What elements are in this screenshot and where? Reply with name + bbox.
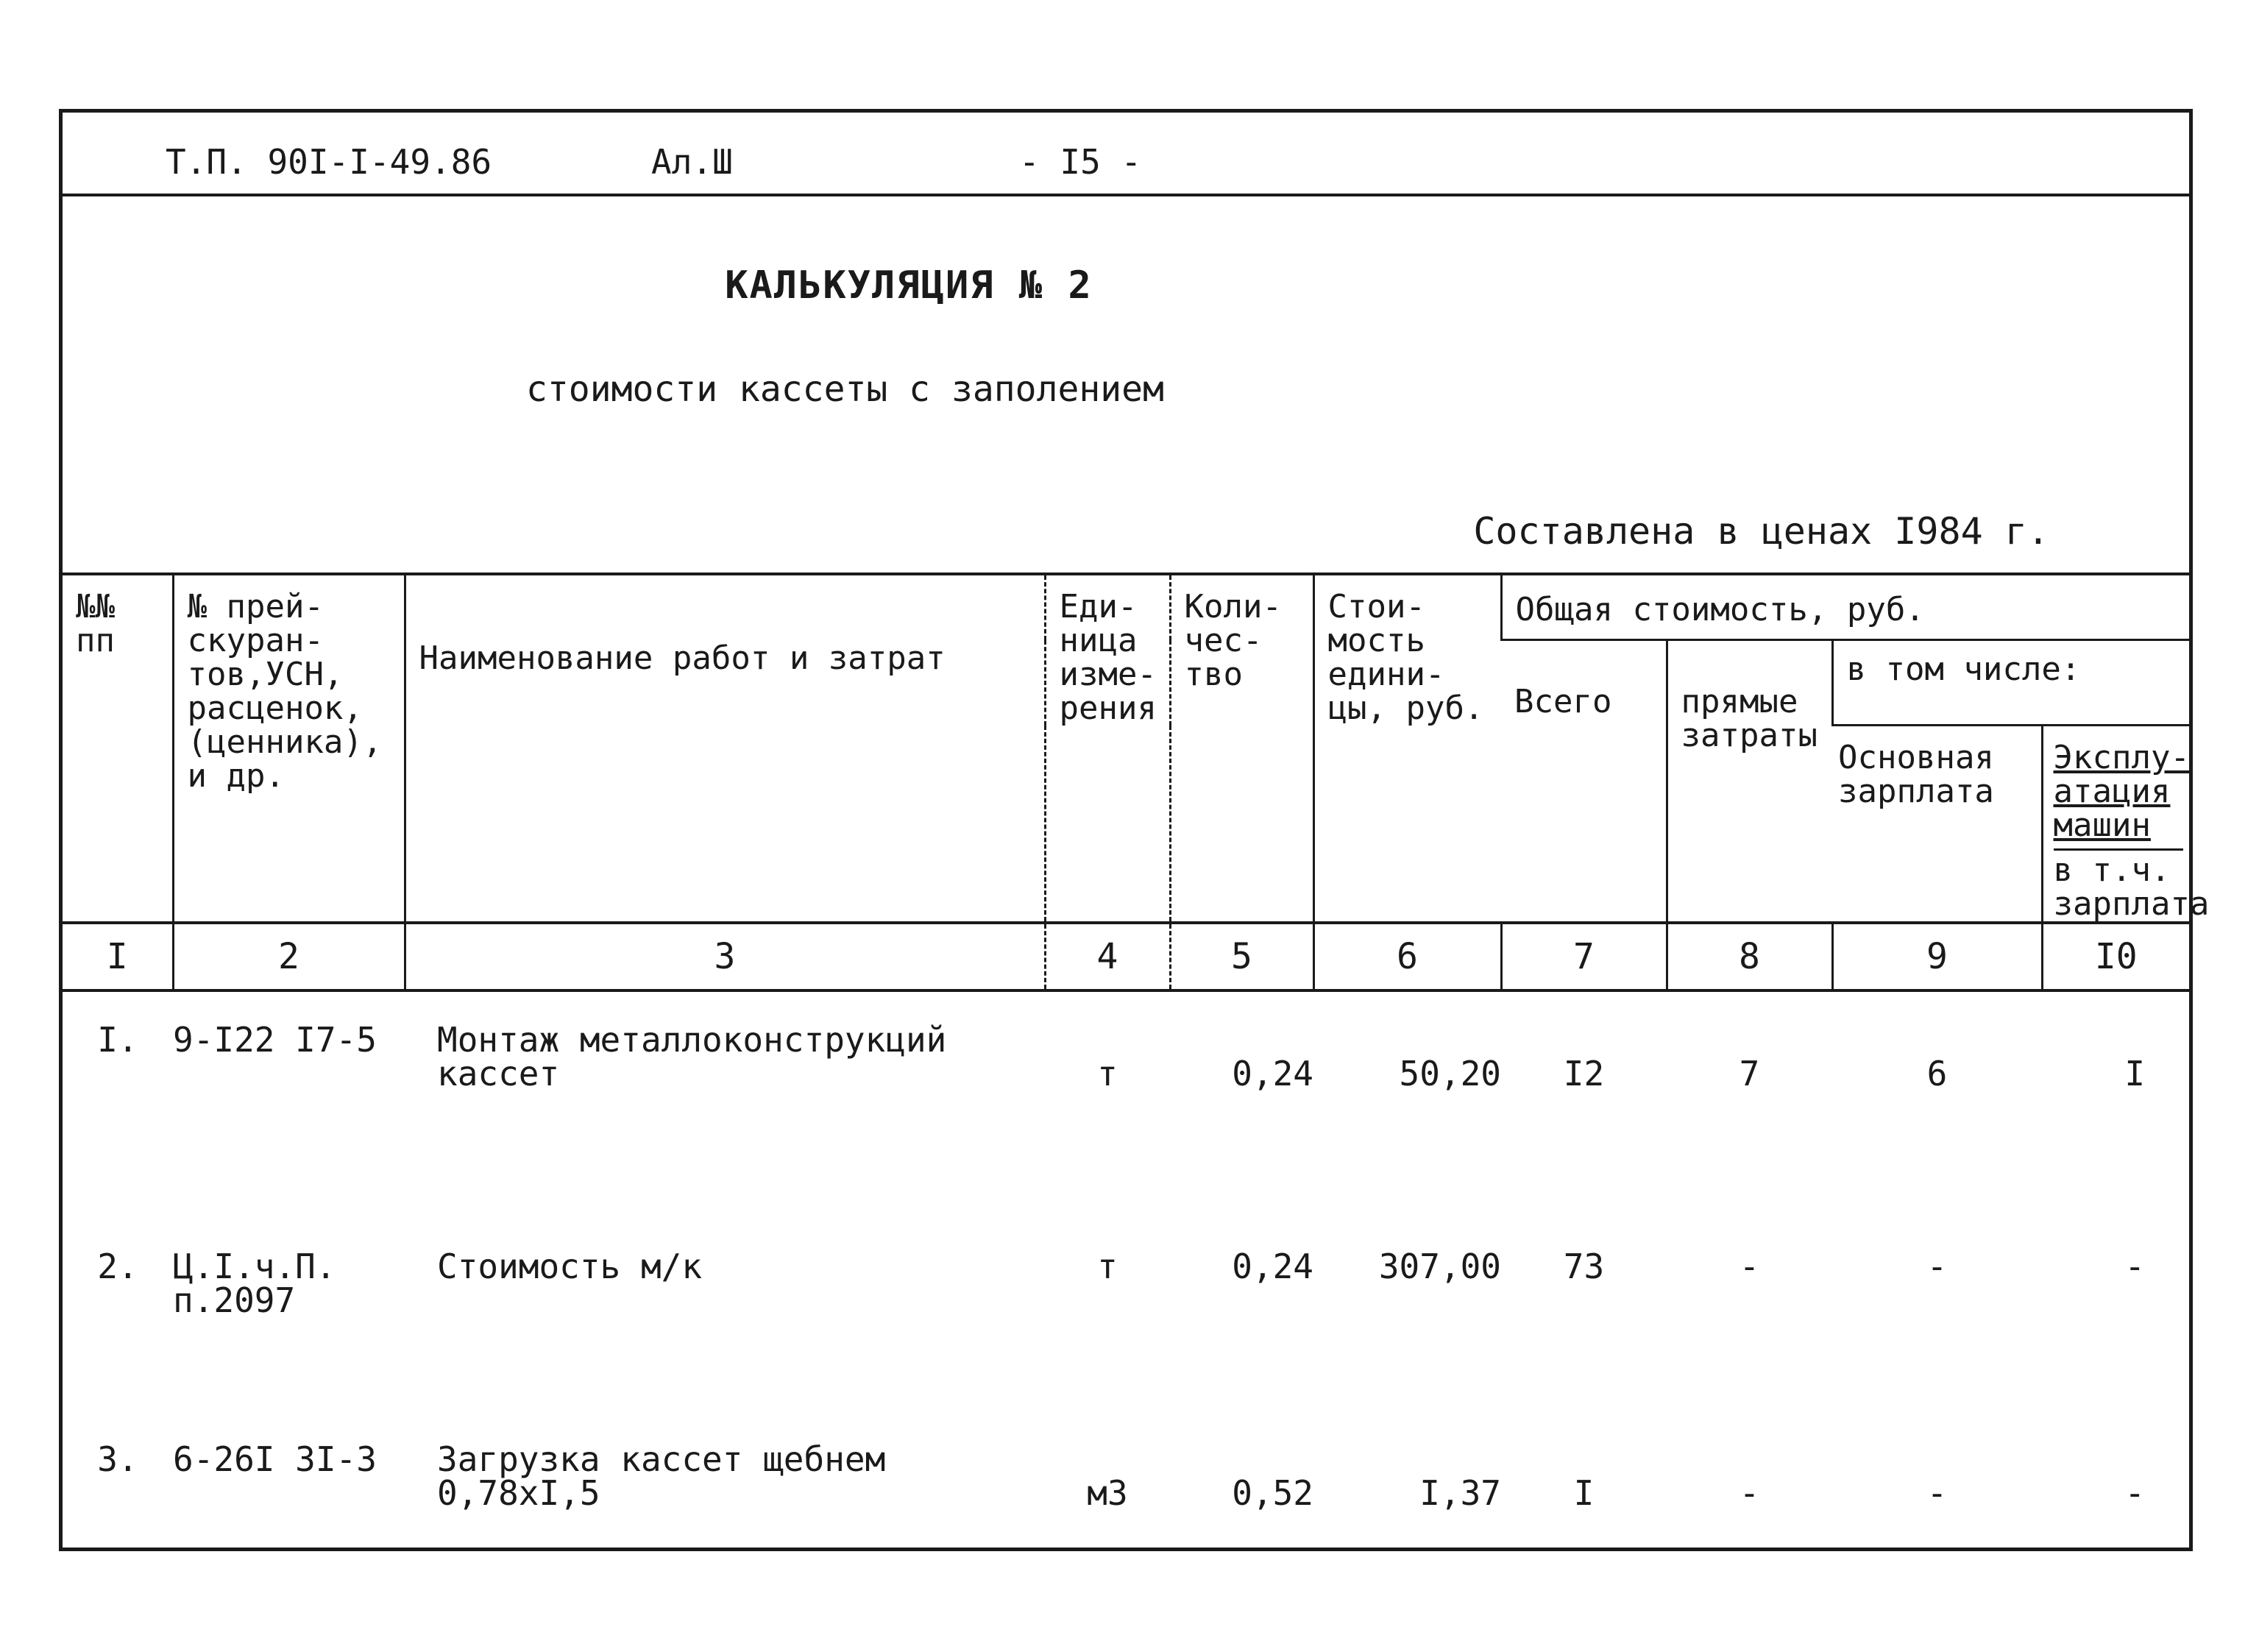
row-direct: -: [1739, 1247, 1760, 1286]
row-total: I: [1573, 1473, 1595, 1513]
col-header-num: №№ пп: [63, 574, 173, 923]
row-machines: I: [2124, 1054, 2146, 1093]
col-header-machines-bottom: в т.ч. зарплата: [2054, 848, 2184, 921]
row-salary: 6: [1926, 1054, 1948, 1093]
page-number: - I5 -: [1019, 142, 1142, 182]
row-name: Стоимость м/к: [437, 1247, 703, 1286]
row-unit-cost: I,37: [1419, 1473, 1501, 1513]
row-code: 9-I22 I7-5: [173, 1020, 377, 1060]
col-number: 3: [405, 923, 1045, 990]
row-direct: 7: [1739, 1054, 1760, 1093]
col-header-name: Наименование работ и затрат: [405, 574, 1045, 923]
row-name: Монтаж металлоконструкций кассет: [437, 1020, 947, 1093]
col-number: 7: [1501, 923, 1667, 990]
col-number: 5: [1170, 923, 1313, 990]
row-salary: -: [1926, 1473, 1948, 1513]
row-unit: т: [1097, 1054, 1118, 1093]
row-salary: -: [1926, 1247, 1948, 1286]
row-machines: -: [2124, 1247, 2146, 1286]
column-number-row: [63, 923, 2189, 990]
row-machines: -: [2124, 1473, 2146, 1513]
col-number: 9: [1832, 923, 2042, 990]
col-number: 4: [1045, 923, 1170, 990]
row-unit-cost: 307,00: [1378, 1247, 1501, 1286]
col-header-salary: Основная зарплата: [1838, 739, 1994, 810]
doc-code: Т.П. 90I-I-49.86: [166, 142, 492, 182]
row-qty: 0,24: [1232, 1054, 1313, 1093]
row-qty: 0,52: [1232, 1473, 1313, 1513]
table-row: [63, 1219, 2189, 1411]
prices-note: Составлена в ценах I984 г.: [1473, 510, 2049, 553]
row-unit: т: [1097, 1247, 1118, 1286]
table-head: [63, 574, 2210, 923]
row-unit-cost: 50,20: [1399, 1054, 1501, 1093]
col-header-direct: прямые затраты: [1667, 640, 1832, 924]
row-code: Ц.I.ч.П. п.2097: [173, 1247, 336, 1320]
row-total: I2: [1563, 1054, 1605, 1093]
table-body: [63, 990, 2189, 1638]
row-code: 6-26I 3I-3: [173, 1439, 377, 1479]
page-subtitle: стоимости кассеты с заполением: [526, 369, 1164, 410]
row-num: I.: [97, 1020, 138, 1060]
album-number: Ал.Ш: [651, 142, 733, 182]
col-number: 6: [1313, 923, 1501, 990]
row-direct: -: [1739, 1473, 1760, 1513]
col-header-unit-cost: Стои-мость едини-цы, руб.: [1313, 574, 1501, 923]
col-number: 8: [1667, 923, 1832, 990]
row-unit: м3: [1087, 1473, 1128, 1513]
row-name: Загрузка кассет щебнем 0,78xI,5: [437, 1439, 886, 1513]
col-header-qty: Коли-чес-тво: [1170, 574, 1313, 923]
col-header-total: Всего: [1514, 683, 1612, 720]
col-number: 2: [173, 923, 405, 990]
table-row: [63, 1411, 2189, 1638]
col-header-machines: [2042, 726, 2210, 924]
row-total: 73: [1563, 1247, 1605, 1286]
col-number: I: [63, 923, 173, 990]
row-num: 3.: [97, 1439, 138, 1479]
row-qty: 0,24: [1232, 1247, 1313, 1286]
col-header-unit: Еди-ница изме-рения: [1045, 574, 1170, 923]
col-number: I0: [2042, 923, 2189, 990]
col-header-machines-top: Эксплу-атация машин: [2053, 739, 2190, 844]
col-header-total-cost: Общая стоимость, руб.: [1501, 574, 2189, 640]
page-title: КАЛЬКУЛЯЦИЯ № 2: [725, 263, 1093, 308]
table-row: [63, 990, 2189, 1219]
row-num: 2.: [97, 1247, 138, 1286]
calculation-sheet: [59, 109, 2210, 1551]
col-header-including: в том числе:: [1832, 640, 2189, 726]
col-header-code: № прей-скуран-тов,УСН, расценок, (ценника), и др.: [173, 574, 405, 923]
sheet-header: [63, 113, 2189, 196]
calculation-table: [63, 572, 2210, 1638]
